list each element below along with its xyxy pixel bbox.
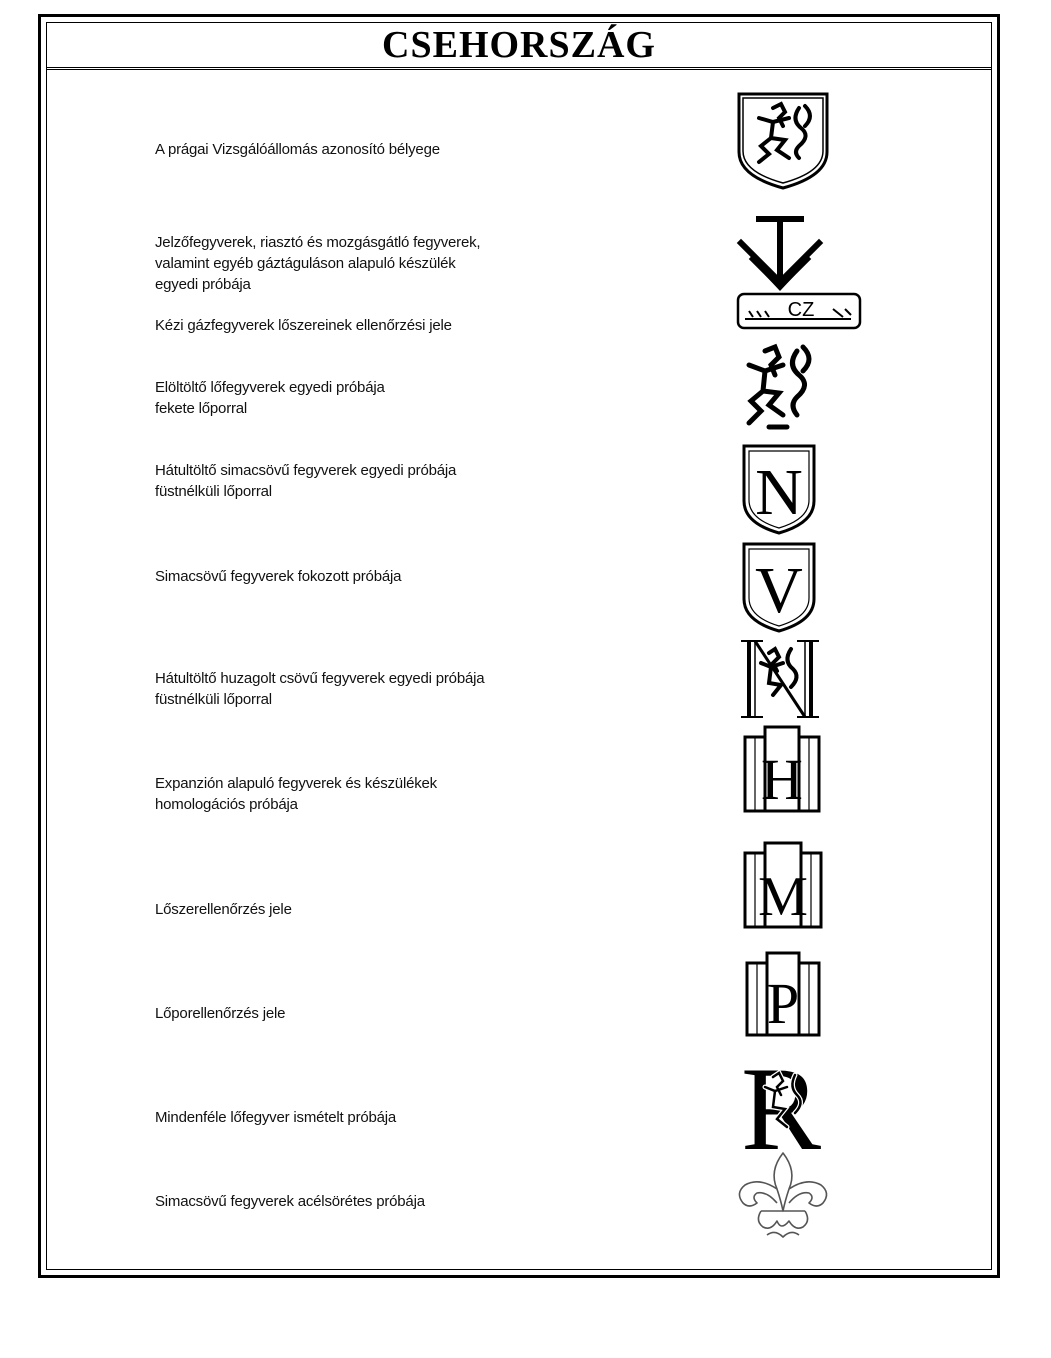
description-line: Lőszerellenőrzés jele — [155, 901, 292, 918]
mark-description — [155, 315, 575, 336]
description-line: Expanzión alapuló fegyverek és készülékek — [155, 775, 437, 792]
mark-description — [155, 899, 575, 920]
fleur-de-lis-mark-icon — [733, 1149, 833, 1243]
lion-shield-mark-icon — [733, 88, 833, 192]
stamp-text: CZ — [787, 299, 815, 321]
stamp-letter: H — [761, 747, 803, 812]
mark-description — [155, 460, 575, 502]
description-line: Lőporellenőrzés jele — [155, 1005, 286, 1022]
description-line: valamint egyéb gáztáguláson alapuló készülék — [155, 255, 456, 272]
m-book-mark-icon — [741, 839, 825, 933]
stamp-letter: M — [758, 866, 808, 928]
stamp-letter: N — [755, 456, 803, 529]
cz-stamp-mark-icon — [735, 291, 863, 331]
mark-description — [155, 232, 575, 295]
stamp-letter: V — [755, 554, 803, 627]
description-line: egyedi próbája — [155, 276, 251, 293]
lion-n-mark-icon — [739, 637, 821, 721]
mark-description — [155, 773, 575, 815]
description-line: Kézi gázfegyverek lőszereinek ellenőrzési jele — [155, 317, 452, 334]
description-line: fekete lőporral — [155, 400, 248, 417]
mark-description — [155, 1003, 575, 1024]
description-line: Simacsövű fegyverek acélsörétes próbája — [155, 1193, 425, 1210]
description-line: Hátultöltő simacsövű fegyverek egyedi próbája — [155, 462, 457, 479]
page-frame-inner — [46, 22, 992, 1270]
arrow-fan-mark-icon — [735, 213, 825, 293]
lion-mark-icon — [743, 343, 819, 433]
description-line: homologációs próbája — [155, 796, 298, 813]
description-line: Hátultöltő huzagolt csövű fegyverek egyedi próbája — [155, 670, 485, 687]
description-line: Simacsövű fegyverek fokozott próbája — [155, 568, 402, 585]
page-frame — [38, 14, 1000, 1278]
mark-description — [155, 1191, 575, 1212]
v-shield-mark-icon — [739, 539, 819, 635]
description-line: füstnélküli lőporral — [155, 691, 272, 708]
n-shield-mark-icon — [739, 441, 819, 537]
mark-description — [155, 1107, 575, 1128]
mark-description — [155, 566, 575, 587]
description-line: Elöltöltő lőfegyverek egyedi próbája — [155, 379, 385, 396]
title-bar — [47, 23, 991, 70]
page-title: CSEHORSZÁG — [382, 24, 656, 66]
stamp-letter: R — [740, 1057, 822, 1157]
lion-r-mark-icon — [733, 1057, 829, 1157]
description-line: füstnélküli lőporral — [155, 483, 272, 500]
p-book-mark-icon — [743, 949, 823, 1041]
stamp-letter: P — [766, 971, 800, 1036]
description-line: Jelzőfegyverek, riasztó és mozgásgátló fegyverek, — [155, 234, 481, 251]
description-line: A prágai Vizsgálóállomás azonosító bélyege — [155, 141, 440, 158]
description-line: Mindenféle lőfegyver ismételt próbája — [155, 1109, 397, 1126]
mark-description — [155, 668, 575, 710]
h-book-mark-icon — [741, 723, 823, 817]
mark-description — [155, 377, 575, 419]
mark-description — [155, 139, 575, 160]
